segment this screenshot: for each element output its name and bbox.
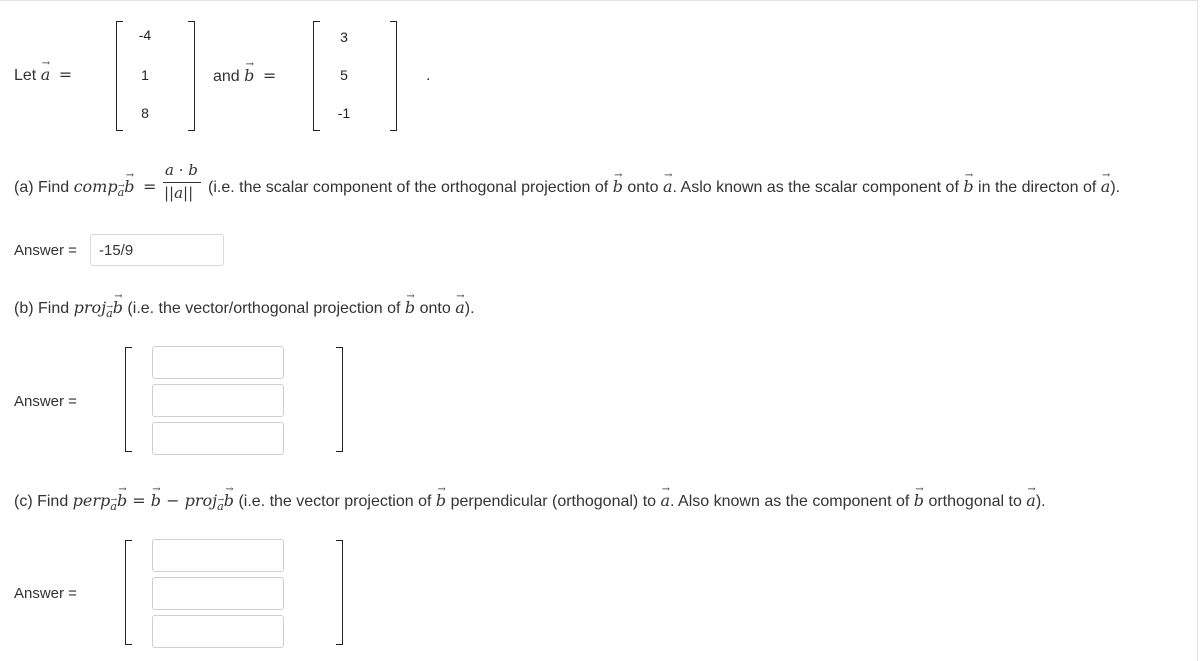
matrix-right-bracket [336,540,343,645]
part-a-prefix: (a) Find [14,179,74,196]
a-symbol: → a [1101,177,1111,196]
answer-b-input-row1[interactable] [152,346,284,379]
matrix-a-cell: 1 [141,67,149,83]
matrix-b-cell: -1 [337,105,351,121]
desc-text: orthogonal to [924,493,1027,510]
a-symbol: → a [455,298,465,317]
let-label: Let [14,67,41,84]
desc-text: onto [415,300,456,317]
comp-operator: comp [73,177,118,196]
answer-a-label: Answer = [14,242,77,259]
matrix-left-bracket [125,540,132,645]
a-symbol: → a [1026,491,1036,510]
perp-b-symbol: → b [117,491,127,510]
part-b-heading [14,298,475,320]
b-symbol: → b [436,491,446,510]
equals-sign: = [142,177,157,196]
a-symbol: → a [661,491,671,510]
equals-sign: = [58,65,73,84]
part-c-prefix: (c) Find [14,493,73,510]
desc-text: ). [464,300,475,317]
part-b-prefix: (b) Find [14,300,74,317]
matrix-right-bracket [336,347,343,452]
desc-text: in the directon of [973,179,1101,196]
matrix-b-cell: 5 [340,67,348,83]
matrix-left-bracket [125,347,132,452]
answer-c-input-row2[interactable] [152,577,284,610]
desc-text: (i.e. the vector/orthogonal projection of [122,300,405,317]
proj-subscript: → $_a$ [106,307,113,320]
equals-sign: = [262,66,277,85]
b-symbol: → b [405,298,415,317]
b-symbol: → b [914,491,924,510]
desc-text: (i.e. the scalar component of the orthogonal projection of [208,179,613,196]
perp-operator: perp [72,491,111,510]
comp-b-symbol: → b [124,177,134,196]
and-label: and [213,68,245,85]
b-symbol: → b [151,491,161,510]
desc-text: ). [1035,493,1046,510]
desc-text: onto [622,179,663,196]
b-symbol: → b [963,177,973,196]
b-symbol: → b [224,491,234,510]
vector-b-symbol: → b [244,66,254,85]
fraction-denominator: ||a|| [164,184,194,202]
part-c-heading [14,491,1046,513]
and-statement [213,66,276,86]
equals-sign: = [127,491,151,510]
let-statement [14,65,72,85]
answer-b-input-row3[interactable] [152,422,284,455]
desc-text: perpendicular (orthogonal) to [446,493,661,510]
intro-period: . [426,67,431,84]
minus-sign: − [161,491,185,510]
fraction-bar [163,182,201,183]
matrix-a-cell: 8 [141,105,149,121]
vector-a-symbol: → a [41,65,51,84]
perp-subscript: → $_a$ [110,500,117,513]
a-symbol: → a [663,177,673,196]
answer-b-label: Answer = [14,393,77,410]
answer-b-input-row2[interactable] [152,384,284,417]
desc-text: (i.e. the vector projection of [234,493,436,510]
matrix-b-right-bracket [390,21,397,131]
desc-text: ). [1110,179,1121,196]
matrix-a-cell: -4 [138,27,152,43]
proj-b-symbol: → b [113,298,123,317]
fraction-numerator: a · b [165,161,198,179]
desc-text: . Aslo known as the scalar component of [672,179,964,196]
proj-subscript: → $_a$ [217,500,224,513]
desc-text: . Also known as the component of [670,493,914,510]
answer-c-input-row3[interactable] [152,615,284,648]
answer-a-input[interactable] [90,234,224,266]
proj-operator: proj [73,298,107,317]
matrix-a-right-bracket [188,21,195,131]
proj-operator: proj [184,491,218,510]
part-a-description [208,177,1120,197]
answer-c-input-row1[interactable] [152,539,284,572]
matrix-b-cell: 3 [340,29,348,45]
part-a-heading [14,177,156,199]
comp-subscript: → $_a$ [118,186,125,199]
answer-c-label: Answer = [14,585,77,602]
b-symbol: → b [613,177,623,196]
